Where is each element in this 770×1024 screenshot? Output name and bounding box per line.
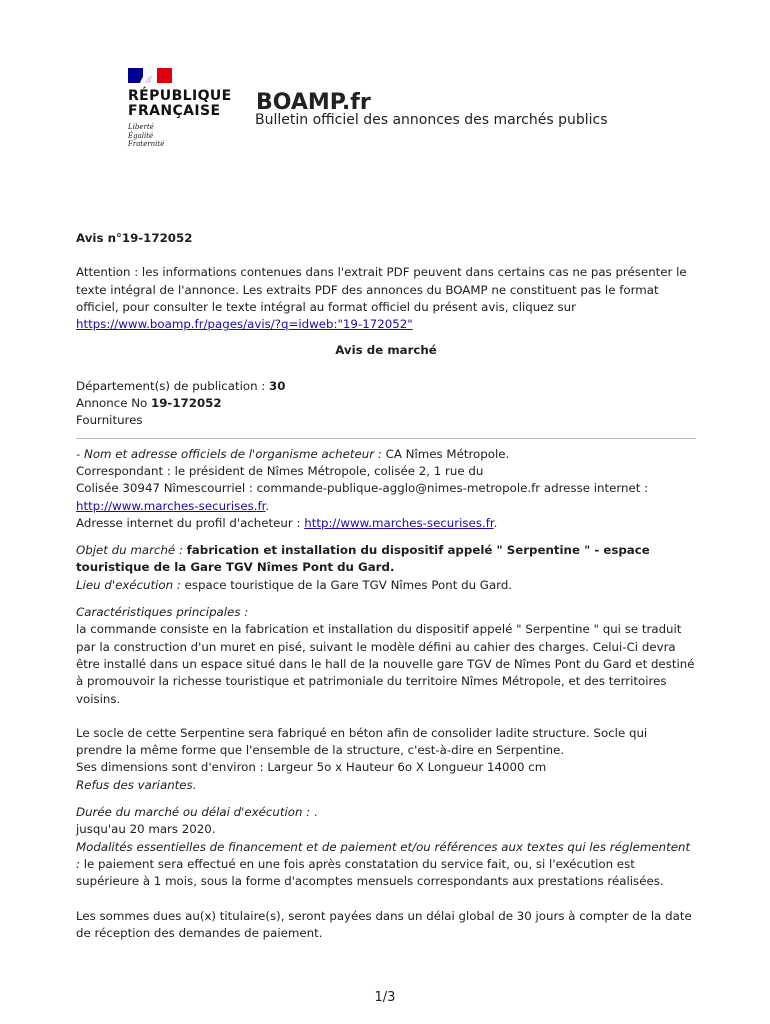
departement-label: Département(s) de publication : bbox=[76, 378, 270, 393]
dimensions-line: Ses dimensions sont d'environ : Largeur 5o x Hauteur 6o X Longueur 14000 cm bbox=[76, 760, 547, 775]
site-title: BOAMP.fr bbox=[256, 90, 371, 115]
profil-acheteur-line bbox=[76, 515, 696, 532]
departement-value: 30 bbox=[269, 378, 286, 393]
objet-marche bbox=[76, 542, 696, 577]
profil-suffix: . bbox=[493, 515, 498, 530]
website-line bbox=[76, 498, 696, 515]
variantes-line: Refus des variantes. bbox=[76, 777, 197, 792]
address-line: Colisée 30947 Nîmescourriel : commande-publique-agglo@nimes-metropole.fr adresse internet : bbox=[76, 481, 649, 496]
lieu-label: Lieu d'exécution : bbox=[76, 577, 185, 592]
page-indicator: 1/3 bbox=[374, 990, 396, 1005]
lieu-value: espace touristique de la Gare TGV Nîmes Pont du Gard. bbox=[184, 577, 513, 592]
document-header bbox=[128, 66, 648, 156]
site-subtitle: Bulletin officiel des annonces des marchés publics bbox=[255, 112, 608, 128]
website-suffix: . bbox=[265, 498, 270, 513]
duree-line bbox=[76, 804, 696, 821]
duree-date: jusqu'au 20 mars 2020. bbox=[76, 822, 216, 837]
devise bbox=[128, 123, 164, 149]
republique-line-2: FRANÇAISE bbox=[128, 103, 221, 119]
marianne-logo bbox=[128, 68, 172, 83]
flag-blue bbox=[128, 68, 143, 83]
caracteristiques-para-1: la commande consiste en la fabrication et installation du dispositif appelé " Serpentine " qui se traduit par la construction d'un muret en pisé, suivant le modèle défini au cahier des charges. Celui-Ci devra être installé dans un espace situé dans le hall de la nouvelle gare TGV de Nîmes Pont du Gard et destiné à promouvoir la richesse touristique et patrimoniale du territoire Nîmes Métropole, et des territoires voisins. bbox=[76, 622, 695, 706]
devise-liberte: Liberté bbox=[128, 123, 154, 131]
departement-line bbox=[76, 378, 696, 395]
section-title: Avis de marché bbox=[335, 343, 437, 358]
caracteristiques-para-2: Le socle de cette Serpentine sera fabriqué en béton afin de consolider ladite structure. Socle qui prendre la même forme que l'ensemble de la structure, c'est-à-dire en Serpentine. bbox=[76, 725, 648, 758]
objet-label: Objet du marché : bbox=[76, 543, 187, 558]
republique-francaise-wordmark bbox=[128, 89, 232, 119]
document-body bbox=[76, 230, 696, 942]
boamp-avis-link[interactable]: https://www.boamp.fr/pages/avis/?q=idweb:"19-172052" bbox=[76, 317, 413, 332]
devise-fraternite: Fraternité bbox=[128, 140, 165, 148]
flag-red bbox=[157, 68, 172, 83]
profil-label: Adresse internet du profil d'acheteur : bbox=[76, 515, 305, 530]
duree-value: . bbox=[313, 805, 318, 820]
section-divider bbox=[76, 438, 696, 439]
lieu-execution bbox=[76, 577, 696, 594]
modalites-label: Modalités essentielles de financement et de paiement et/ou références aux textes qui les réglementent : bbox=[76, 839, 691, 871]
organisme-name: CA Nîmes Métropole. bbox=[381, 446, 510, 461]
attention-notice bbox=[76, 264, 696, 333]
annonce-value: 19-172052 bbox=[151, 396, 222, 411]
modalites-value: le paiement sera effectué en une fois après constatation du service fait, ou, si l'exécution est supérieure à 1 mois, sous la forme d'acomptes mensuels correspondants aux prestations réalisées. bbox=[76, 856, 664, 889]
profil-acheteur-link[interactable]: http://www.marches-securises.fr bbox=[304, 515, 494, 530]
website-link[interactable]: http://www.marches-securises.fr bbox=[76, 498, 266, 513]
republique-line-1: RÉPUBLIQUE bbox=[128, 88, 232, 104]
objet-value: fabrication et installation du dispositif appelé " Serpentine " - espace touristique de la Gare TGV Nîmes Pont du Gard. bbox=[76, 543, 650, 575]
marche-type: Fournitures bbox=[76, 413, 143, 428]
avis-number: Avis n°19-172052 bbox=[76, 231, 193, 245]
sommes-dues: Les sommes dues au(x) titulaire(s), seront payées dans un délai global de 30 jours à compter de la date de réception des demandes de paiement. bbox=[76, 908, 692, 940]
annonce-label: Annonce No bbox=[76, 396, 152, 411]
devise-egalite: Égalité bbox=[128, 131, 154, 140]
annonce-line bbox=[76, 395, 696, 412]
modalites-paiement bbox=[76, 839, 696, 891]
correspondant-line: Correspondant : le président de Nîmes Métropole, colisée 2, 1 rue du bbox=[76, 463, 484, 478]
organisme-label: - Nom et adresse officiels de l'organisme acheteur : bbox=[76, 446, 382, 461]
duree-label: Durée du marché ou délai d'exécution : bbox=[76, 805, 314, 820]
organisme-line bbox=[76, 446, 696, 463]
attention-text: Attention : les informations contenues dans l'extrait PDF peuvent dans certains cas ne pas présenter le texte intégral de l'annonce. Les extraits PDF des annonces du BOAMP ne constituent pas le format officiel, pour consulter le texte intégral au format officiel du présent avis, cliquez sur bbox=[76, 265, 687, 314]
caracteristiques-label: Caractéristiques principales : bbox=[76, 605, 249, 620]
